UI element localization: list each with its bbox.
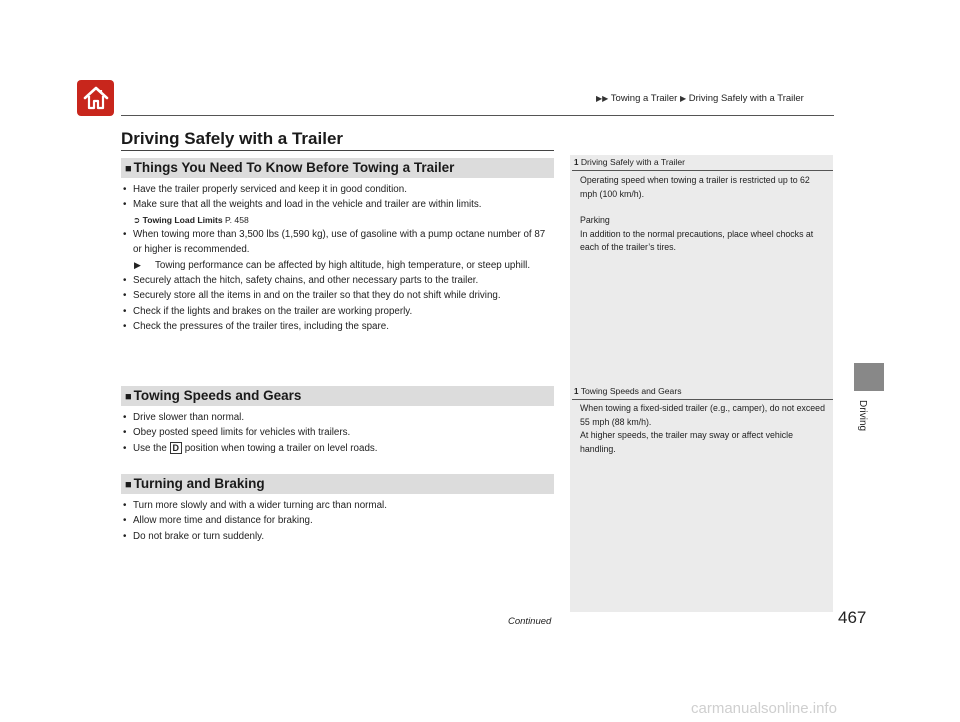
note-heading-safely bbox=[574, 157, 685, 167]
list-item: • Securely attach the hitch, safety chains, and other necessary parts to the trailer. bbox=[123, 273, 555, 288]
note-heading-speeds bbox=[574, 386, 682, 396]
note-title: Towing Speeds and Gears bbox=[580, 386, 682, 396]
list-item: • Do not brake or turn suddenly. bbox=[123, 529, 555, 544]
note-subtitle: Parking bbox=[580, 215, 610, 226]
section-body-speeds bbox=[123, 410, 555, 456]
note-divider bbox=[572, 399, 833, 400]
section-body-turning bbox=[123, 498, 555, 544]
page-number: 467 bbox=[838, 608, 867, 627]
gear-d-badge: D bbox=[170, 442, 183, 454]
note-number: 1 bbox=[574, 158, 579, 167]
black-square-icon: ■ bbox=[125, 391, 132, 403]
cross-reference-icon: ➲ bbox=[133, 214, 141, 225]
breadcrumb bbox=[596, 93, 804, 104]
continued-label: Continued bbox=[508, 616, 552, 627]
triangle-arrow-icon: ▶ bbox=[134, 259, 141, 270]
list-item: • Have the trailer properly serviced and keep it in good condition. bbox=[123, 182, 555, 197]
home-button[interactable] bbox=[77, 80, 114, 116]
list-item: • Allow more time and distance for braking. bbox=[123, 513, 555, 528]
list-item: • Drive slower than normal. bbox=[123, 410, 555, 425]
black-square-icon: ■ bbox=[125, 163, 132, 175]
list-item: • Turn more slowly and with a wider turning arc than normal. bbox=[123, 498, 555, 513]
note-number: 1 bbox=[574, 387, 579, 396]
list-item: • Check if the lights and brakes on the trailer are working properly. bbox=[123, 304, 555, 319]
section-heading-text: Things You Need To Know Before Towing a Trailer bbox=[133, 160, 455, 175]
breadcrumb-item-driving-safely[interactable]: Driving Safely with a Trailer bbox=[688, 93, 804, 104]
gear-text-pre: Use the bbox=[133, 442, 167, 454]
note-title: Driving Safely with a Trailer bbox=[580, 157, 685, 167]
list-item: • Make sure that all the weights and load in the vehicle and trailer are within limits. bbox=[123, 197, 555, 212]
breadcrumb-arrow-icon: ▶▶ bbox=[596, 94, 609, 103]
sub-note-text: Towing performance can be affected by high altitude, high temperature, or steep uphill. bbox=[155, 259, 531, 271]
list-item: • Obey posted speed limits for vehicles with trailers. bbox=[123, 425, 555, 440]
chapter-tab-label: Driving bbox=[857, 400, 868, 432]
sub-note bbox=[133, 258, 555, 273]
section-heading-text: Towing Speeds and Gears bbox=[133, 388, 302, 403]
gear-text-post: position when towing a trailer on level roads. bbox=[184, 442, 378, 454]
page-title: Driving Safely with a Trailer bbox=[121, 129, 344, 148]
note-divider bbox=[572, 170, 833, 171]
list-item: • Securely store all the items in and on the trailer so that they do not shift while driving. bbox=[123, 288, 555, 303]
list-item bbox=[123, 441, 555, 456]
chapter-tab[interactable] bbox=[854, 363, 884, 391]
section-heading-turning bbox=[121, 474, 554, 494]
black-square-icon: ■ bbox=[125, 479, 132, 491]
cross-reference-page: P. 458 bbox=[225, 214, 249, 225]
section-heading-text: Turning and Braking bbox=[133, 476, 265, 491]
note-body-safely bbox=[580, 174, 825, 255]
header-divider bbox=[121, 115, 834, 116]
breadcrumb-arrow-icon: ▶ bbox=[679, 94, 687, 103]
note-paragraph: Operating speed when towing a trailer is restricted up to 62 mph (100 km/h). bbox=[580, 175, 810, 199]
list-item: • When towing more than 3,500 lbs (1,590 kg), use of gasoline with a pump octane number of 87 or higher is recommended. bbox=[123, 227, 555, 258]
note-paragraph: In addition to the normal precautions, place wheel chocks at each of the trailer’s tires. bbox=[580, 228, 814, 253]
list-item: • Check the pressures of the trailer tires, including the spare. bbox=[123, 319, 555, 334]
cross-reference[interactable] bbox=[123, 213, 555, 227]
title-divider bbox=[121, 150, 554, 151]
note-paragraph: When towing a fixed-sided trailer (e.g., camper), do not exceed 55 mph (88 km/h). bbox=[580, 403, 825, 427]
note-body-speeds bbox=[580, 402, 825, 456]
breadcrumb-item-towing[interactable]: Towing a Trailer bbox=[610, 93, 678, 104]
section-heading-things bbox=[121, 158, 554, 178]
section-body-things bbox=[123, 182, 555, 335]
section-heading-speeds bbox=[121, 386, 554, 406]
cross-reference-label: Towing Load Limits bbox=[142, 214, 223, 225]
note-paragraph: At higher speeds, the trailer may sway or affect vehicle handling. bbox=[580, 430, 794, 454]
watermark: carmanualsonline.info bbox=[691, 700, 837, 717]
home-icon bbox=[82, 85, 110, 111]
